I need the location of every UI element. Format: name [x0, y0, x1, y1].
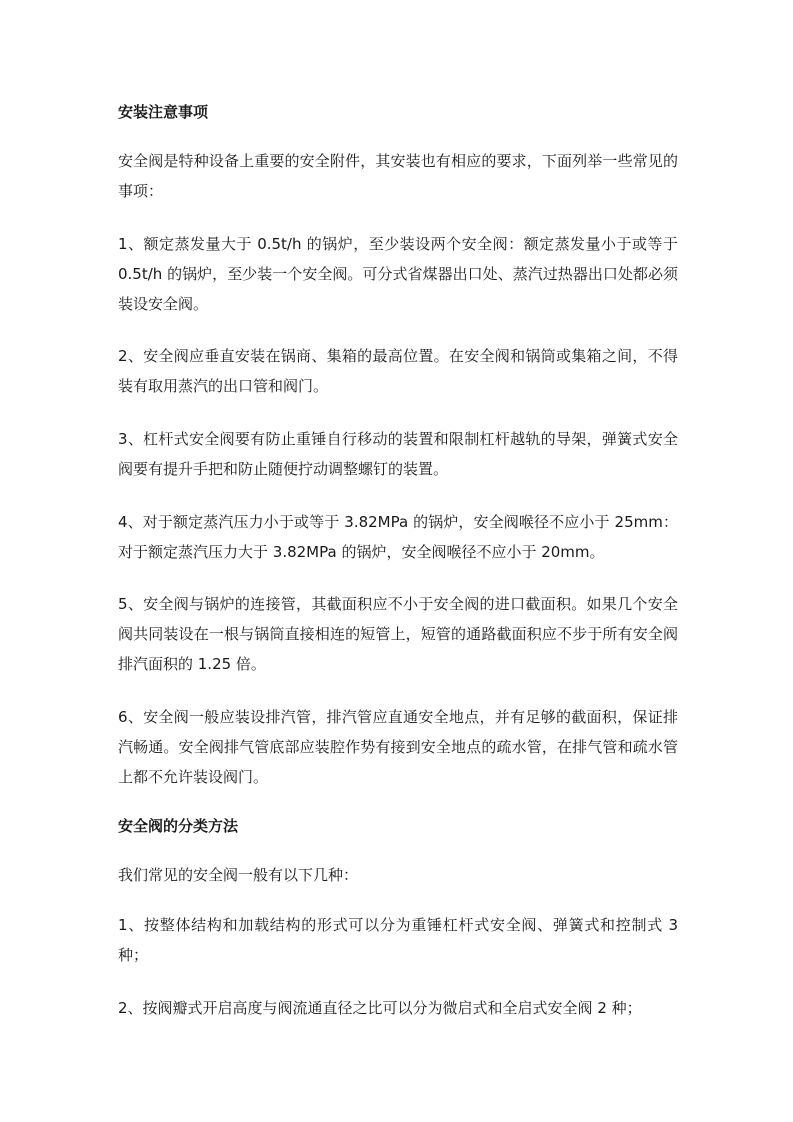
list-item-installation-2: 2、安全阀应垂直安装在锅商、集箱的最高位置。在安全阀和锅筒或集箱之间，不得装有取用蒸汽的出口管和阀门。: [118, 347, 678, 395]
list-item-installation-1: 1、额定蒸发量大于 0.5t/h 的锅炉，至少装设两个安全阀：额定蒸发量小于或等于 0.5t/h 的锅炉，至少装一个安全阀。可分式省煤器出口处、蒸汽过热器出口处都必须装设安全阀。: [118, 235, 678, 313]
paragraph-intro-installation: 安全阀是特种设备上重要的安全附件，其安装也有相应的要求，下面列举一些常见的事项：: [118, 152, 678, 200]
list-item-classification-2: 2、按阀瓣式开启高度与阀流通直径之比可以分为微启式和全启式安全阀 2 种；: [118, 999, 642, 1017]
list-item-installation-6: 6、安全阀一般应装设排汽管，排汽管应直通安全地点，并有足够的截面积，保证排汽畅通。安全阀排气管底部应装腔作势有接到安全地点的疏水管，在排气管和疏水管上都不允许装设阀门。: [118, 708, 678, 786]
section-heading-installation: 安装注意事项: [118, 103, 209, 121]
list-item-installation-4: 4、对于额定蒸汽压力小于或等于 3.82MPa 的锅炉，安全阀喉径不应小于 25mm：对于额定蒸汽压力大于 3.82MPa 的锅炉，安全阀喉径不应小于 20mm。: [118, 513, 678, 561]
list-item-installation-5: 5、安全阀与锅炉的连接管，其截面积应不小于安全阀的进口截面积。如果几个安全阀共同装设在一根与锅筒直接相连的短管上，短管的通路截面积应不步于所有安全阀排汽面积的 1.25 倍。: [118, 595, 678, 673]
section-heading-classification: 安全阀的分类方法: [118, 817, 239, 835]
list-item-installation-3: 3、杠杆式安全阀要有防止重锤自行移动的装置和限制杠杆越轨的导架，弹簧式安全阀要有提升手把和防止随便拧动调整螺钉的装置。: [118, 430, 678, 478]
list-item-classification-1: 1、按整体结构和加载结构的形式可以分为重锤杠杆式安全阀、弹簧式和控制式 3 种；: [118, 916, 678, 964]
paragraph-intro-classification: 我们常见的安全阀一般有以下几种：: [118, 866, 359, 884]
